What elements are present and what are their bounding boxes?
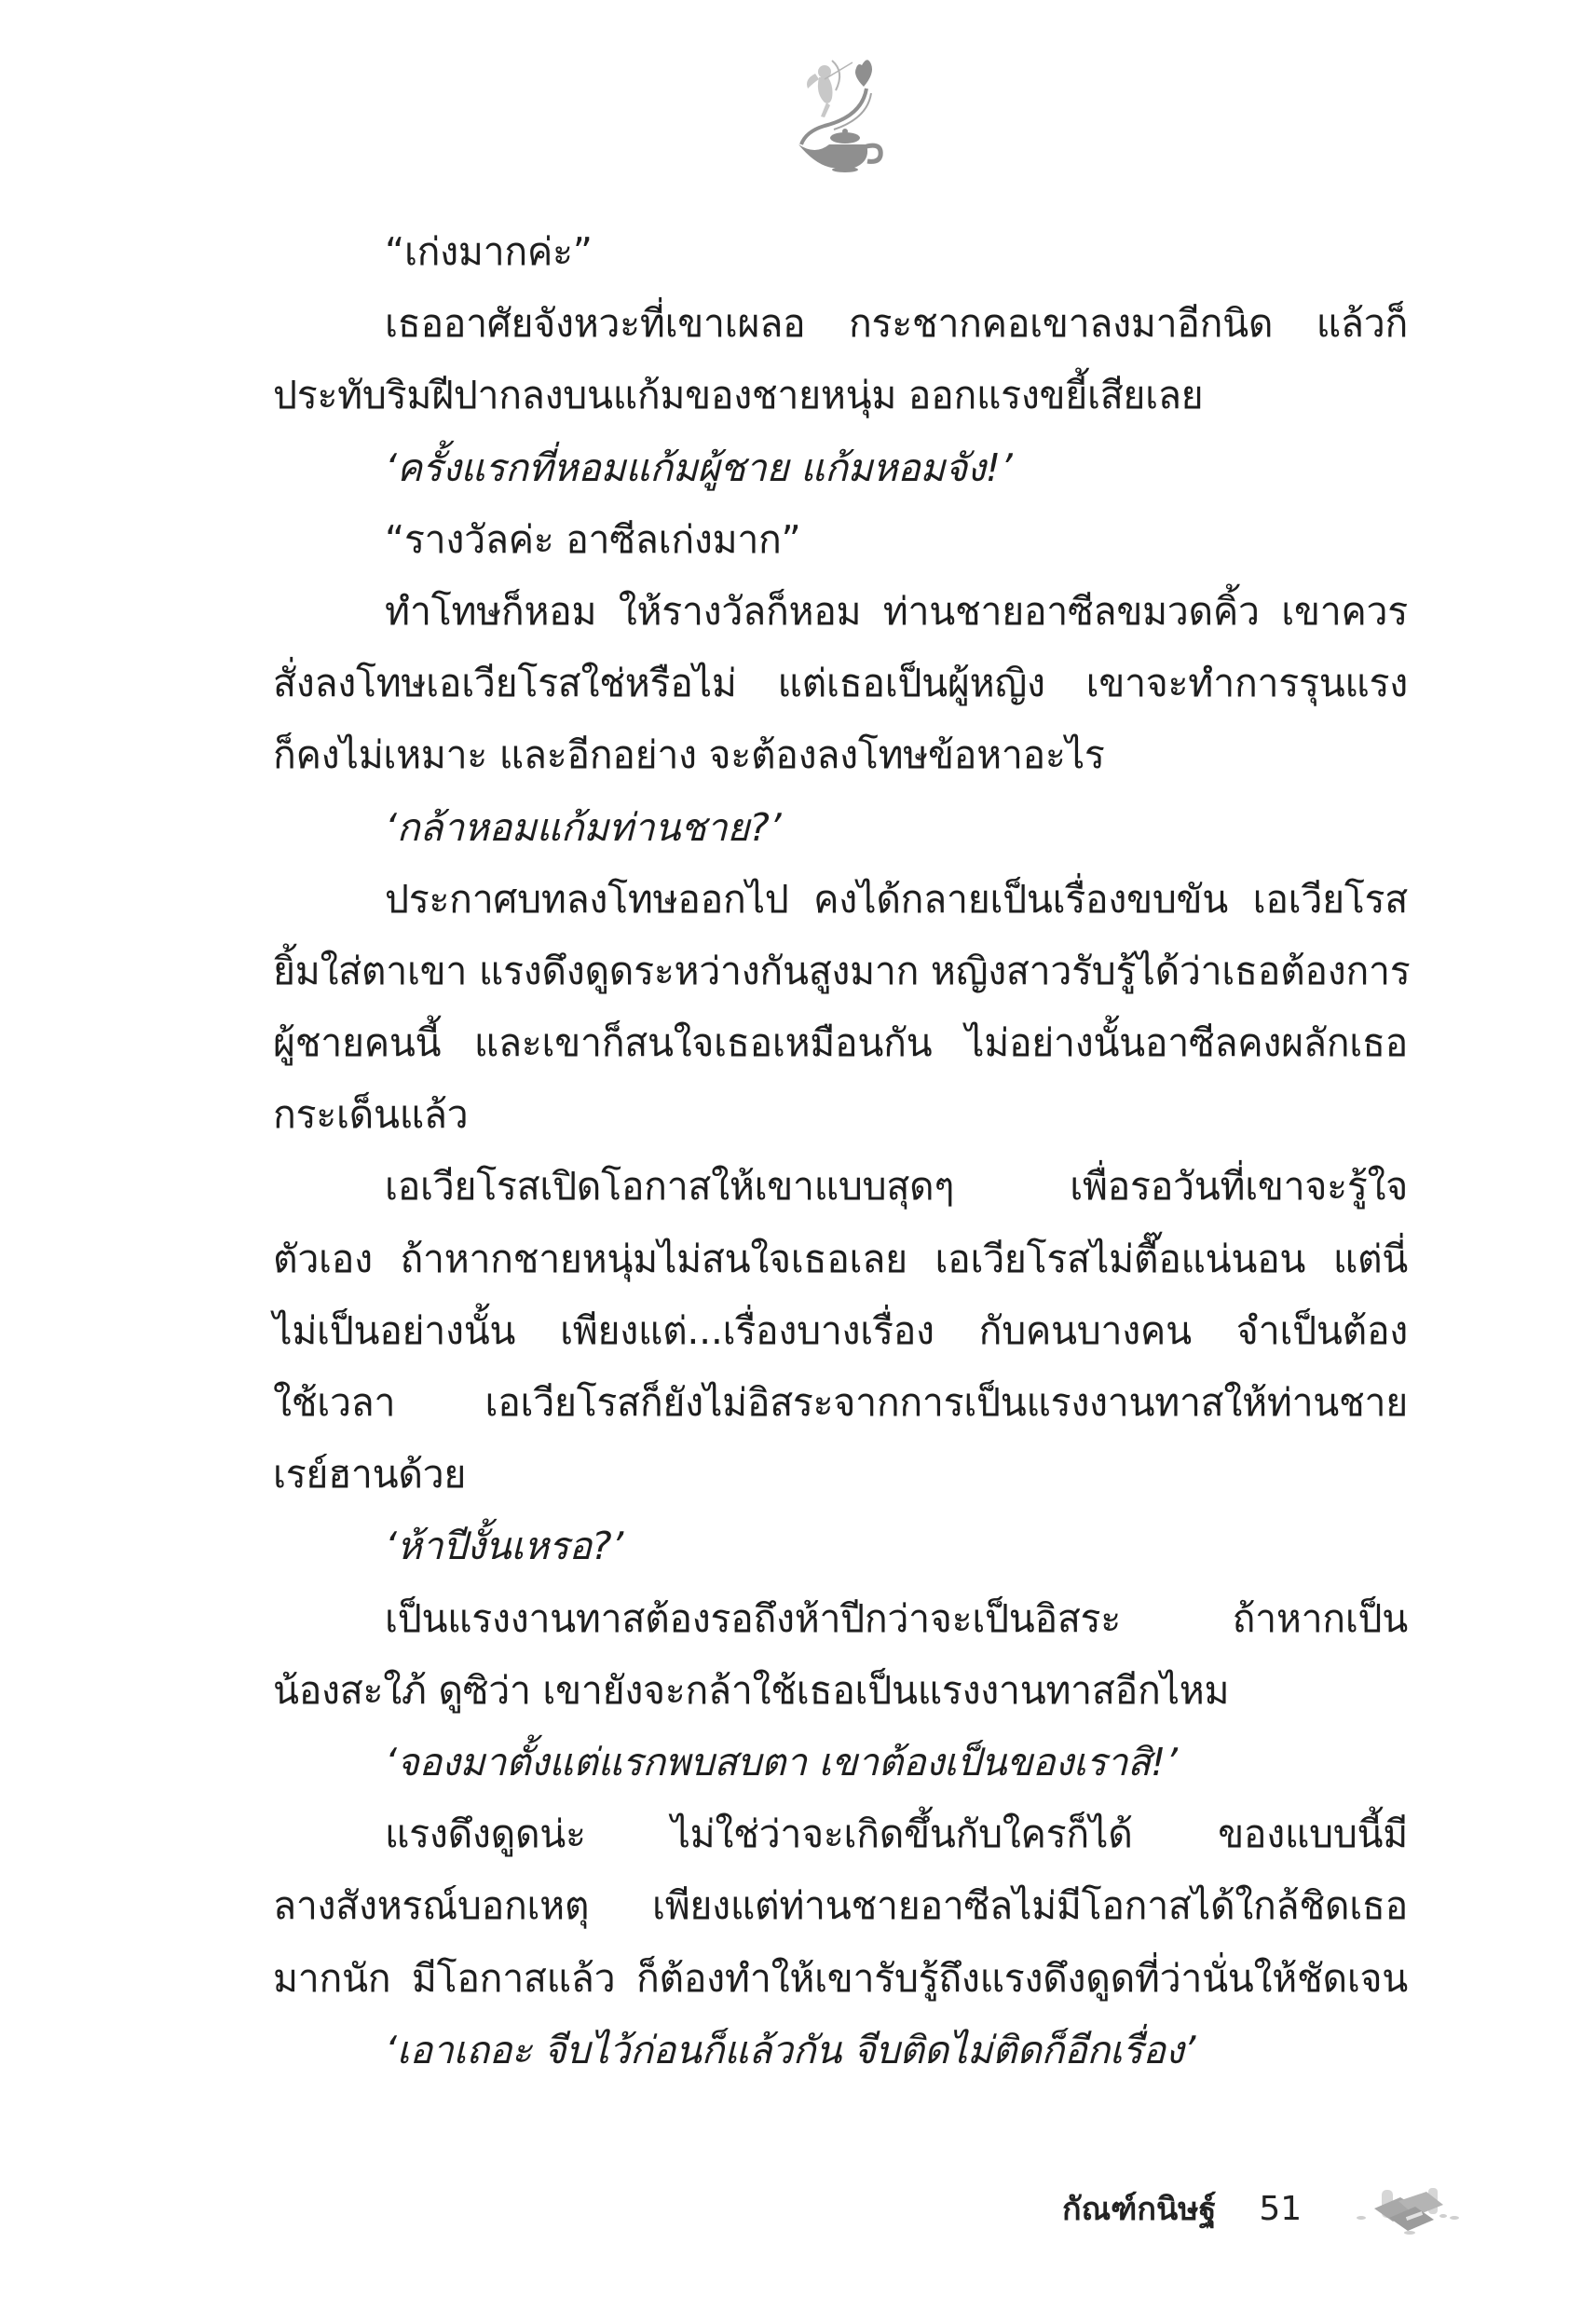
- page-number: 51: [1259, 2189, 1303, 2228]
- paragraph-line: แรงดึงดูดน่ะ ไม่ใช่ว่าจะเกิดขึ้นกับใครก็ได้ ของแบบนี้มี: [385, 1812, 1408, 1857]
- money-pile-icon: [1354, 2181, 1466, 2236]
- paragraph-line: มากนัก มีโอกาสแล้ว ก็ต้องทำให้เขารับรู้ถึงแรงดึงดูดที่ว่านั่นให้ชัดเจน: [273, 1955, 1408, 2001]
- dialogue-line: “รางวัลค่ะ อาซีลเก่งมาก”: [385, 516, 801, 562]
- paragraph-line: ตัวเอง ถ้าหากชายหนุ่มไม่สนใจเธอเลย เอเวียโรสไม่ตื๊อแน่นอน แต่นี่: [273, 1236, 1408, 1281]
- paragraph-line: ทำโทษก็หอม ให้รางวัลก็หอม ท่านชายอาซีลขมวดคิ้ว เขาควร: [385, 588, 1408, 634]
- page-footer: [1062, 2176, 1466, 2241]
- thought-line: ‘ห้าปีงั้นเหรอ?’: [385, 1524, 624, 1569]
- thought-line: ‘ครั้งแรกที่หอมแก้มผู้ชาย แก้มหอมจัง!’: [385, 444, 1013, 490]
- paragraph-line: เป็นแรงงานทาสต้องรอถึงห้าปีกว่าจะเป็นอิสระ ถ้าหากเป็น: [385, 1595, 1408, 1641]
- paragraph-line: ประทับริมฝีปากลงบนแก้มของชายหนุ่ม ออกแรงขยี้เสียเลย: [273, 373, 1204, 418]
- paragraph-line: ประกาศบทลงโทษออกไป คงได้กลายเป็นเรื่องขบขัน เอเวียโรส: [385, 876, 1408, 922]
- paragraph-line: กระเด็นแล้ว: [273, 1092, 469, 1138]
- thought-line: ‘กล้าหอมแก้มท่านชาย?’: [385, 804, 782, 850]
- paragraph-line: เรย์ฮานด้วย: [273, 1452, 467, 1497]
- paragraph-line: “เก่งมากค่ะ”: [385, 229, 593, 274]
- paragraph-line: ยิ้มใส่ตาเขา แรงดึงดูดระหว่างกันสูงมาก หญิงสาวรับรู้ได้ว่าเธอต้องการ: [273, 948, 1411, 993]
- paragraph-line: น้องสะใภ้ ดูซิว่า เขายังจะกล้าใช้เธอเป็นแรงงานทาสอีกไหม: [273, 1667, 1230, 1713]
- paragraph-line: ผู้ชายคนนี้ และเขาก็สนใจเธอเหมือนกัน ไม่อย่างนั้นอาซีลคงผลักเธอ: [273, 1020, 1408, 1066]
- story-text: [273, 216, 1411, 2086]
- genie-lamp-cupid-icon: [778, 51, 890, 172]
- thought-line: ‘จองมาตั้งแต่แรกพบสบตา เขาต้องเป็นของเราสิ!’: [385, 1739, 1178, 1785]
- paragraph-line: เอเวียโรสเปิดโอกาสให้เขาแบบสุดๆ เพื่อรอวันที่เขาจะรู้ใจ: [385, 1164, 1408, 1210]
- paragraph-line: ไม่เป็นอย่างนั้น เพียงแต่...เรื่องบางเรื่อง กับคนบางคน จำเป็นต้อง: [273, 1307, 1408, 1353]
- thought-line: ‘เอาเถอะ จีบไว้ก่อนก็แล้วกัน จีบติดไม่ติดก็อีกเรื่อง’: [385, 2027, 1196, 2072]
- paragraph-line: ก็คงไม่เหมาะ และอีกอย่าง จะต้องลงโทษข้อหาอะไร: [273, 732, 1105, 778]
- paragraph-line: ลางสังหรณ์บอกเหตุ เพียงแต่ท่านชายอาซีลไม่มีโอกาสได้ใกล้ชิดเธอ: [273, 1883, 1408, 1929]
- paragraph-line: เธออาศัยจังหวะที่เขาเผลอ กระชากคอเขาลงมาอีกนิด แล้วก็: [385, 301, 1408, 347]
- paragraph-line: ใช้เวลา เอเวียโรสก็ยังไม่อิสระจากการเป็นแรงงานทาสให้ท่านชาย: [273, 1380, 1408, 1425]
- paragraph-line: สั่งลงโทษเอเวียโรสใช่หรือไม่ แต่เธอเป็นผู้หญิง เขาจะทำการรุนแรง: [273, 661, 1408, 706]
- book-title: กัณฑ์กนิษฐ์: [1062, 2191, 1217, 2228]
